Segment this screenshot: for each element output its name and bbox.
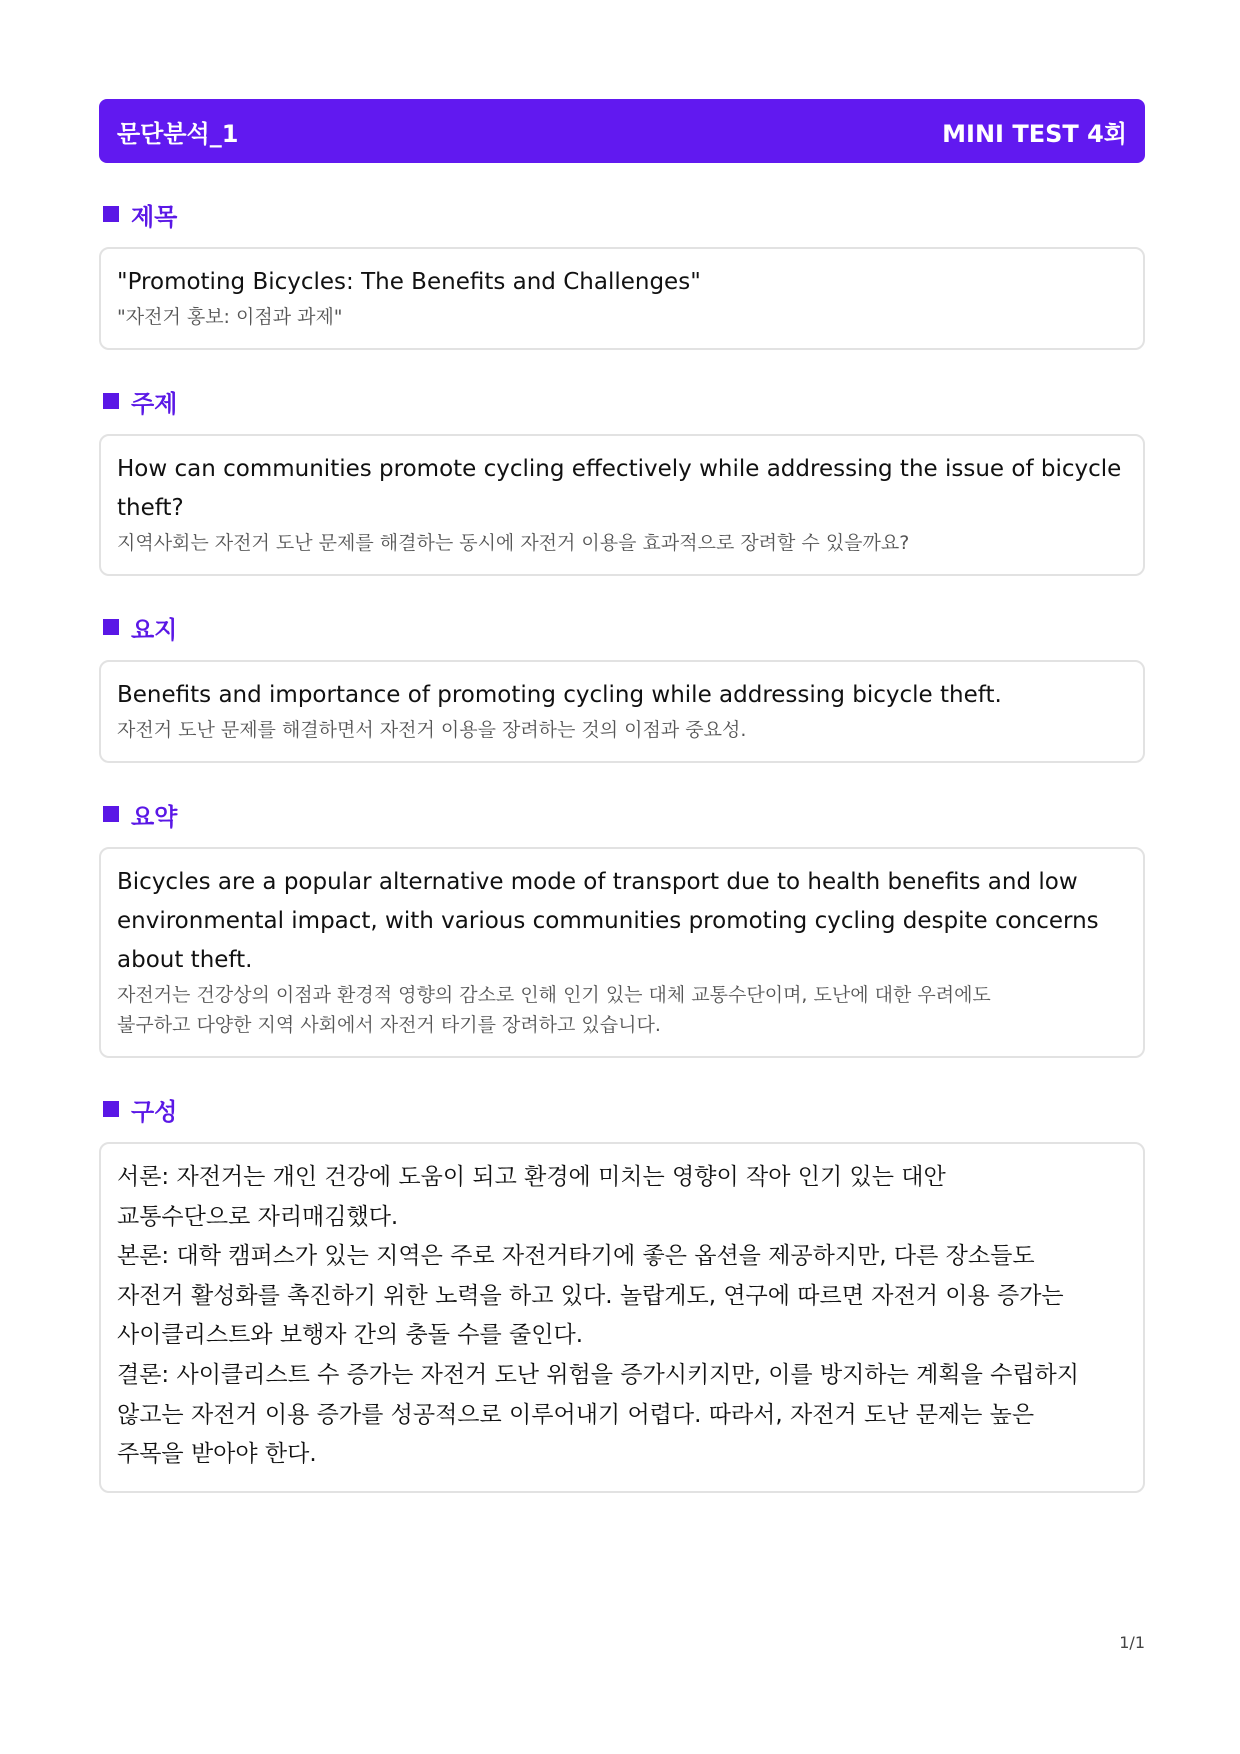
topic-card	[99, 434, 1145, 576]
square-bullet-icon	[103, 806, 119, 822]
structure-line: 사이클리스트와 보행자 간의 충돌 수를 줄인다.	[117, 1322, 584, 1349]
section-heading-topic	[99, 386, 1145, 416]
section-heading-title	[99, 199, 1145, 229]
section-heading-label: 구성	[131, 1097, 178, 1126]
title-korean: "자전거 홍보: 이점과 과제"	[117, 306, 343, 328]
structure-line: 교통수단으로 자리매김했다.	[117, 1203, 399, 1230]
title-card	[99, 247, 1145, 350]
section-heading-gist	[99, 612, 1145, 642]
section-heading-label: 요약	[131, 802, 178, 831]
summary-english: Bicycles are a popular alternative mode of transport due to health benefits and low environmental impact, with various communities promoting cycling despite concerns about theft.	[117, 869, 1099, 973]
header-bar	[99, 99, 1145, 163]
section-heading-structure	[99, 1094, 1145, 1124]
structure-line: 않고는 자전거 이용 증가를 성공적으로 이루어내기 어렵다. 따라서, 자전거 도난 문제는 높은	[117, 1401, 1035, 1428]
gist-english: Benefits and importance of promoting cycling while addressing bicycle theft.	[117, 682, 1002, 708]
title-english: "Promoting Bicycles: The Benefits and Challenges"	[117, 269, 701, 295]
square-bullet-icon	[103, 619, 119, 635]
structure-line: 자전거 활성화를 촉진하기 위한 노력을 하고 있다. 놀랍게도, 연구에 따르면 자전거 이용 증가는	[117, 1282, 1064, 1309]
header-right-title: MINI TEST 4회	[942, 119, 1127, 148]
summary-korean-line: 자전거는 건강상의 이점과 환경적 영향의 감소로 인해 인기 있는 대체 교통수단이며, 도난에 대한 우려에도	[117, 984, 991, 1006]
structure-line: 주목을 받아야 한다.	[117, 1441, 317, 1468]
structure-line: 결론: 사이클리스트 수 증가는 자전거 도난 위험을 증가시키지만, 이를 방지하는 계획을 수립하지	[117, 1361, 1079, 1388]
worksheet-page	[99, 99, 1145, 1493]
topic-english: How can communities promote cycling effectively while addressing the issue of bicycle theft?	[117, 456, 1122, 521]
square-bullet-icon	[103, 1101, 119, 1117]
section-heading-label: 제목	[131, 202, 178, 231]
gist-korean: 자전거 도난 문제를 해결하면서 자전거 이용을 장려하는 것의 이점과 중요성.	[117, 719, 747, 741]
topic-korean: 지역사회는 자전거 도난 문제를 해결하는 동시에 자전거 이용을 효과적으로 장려할 수 있을까요?	[117, 532, 910, 554]
structure-card	[99, 1142, 1145, 1493]
summary-card	[99, 847, 1145, 1058]
page-number: 1/1	[1119, 1633, 1145, 1652]
section-heading-summary	[99, 799, 1145, 829]
section-heading-label: 주제	[131, 389, 178, 418]
structure-line: 본론: 대학 캠퍼스가 있는 지역은 주로 자전거타기에 좋은 옵션을 제공하지만, 다른 장소들도	[117, 1243, 1035, 1270]
square-bullet-icon	[103, 206, 119, 222]
square-bullet-icon	[103, 393, 119, 409]
structure-line: 서론: 자전거는 개인 건강에 도움이 되고 환경에 미치는 영향이 작아 인기 있는 대안	[117, 1164, 946, 1190]
summary-korean-line: 불구하고 다양한 지역 사회에서 자전거 타기를 장려하고 있습니다.	[117, 1014, 661, 1036]
gist-card	[99, 660, 1145, 763]
section-heading-label: 요지	[131, 615, 178, 644]
header-left-title: 문단분석_1	[117, 119, 239, 148]
